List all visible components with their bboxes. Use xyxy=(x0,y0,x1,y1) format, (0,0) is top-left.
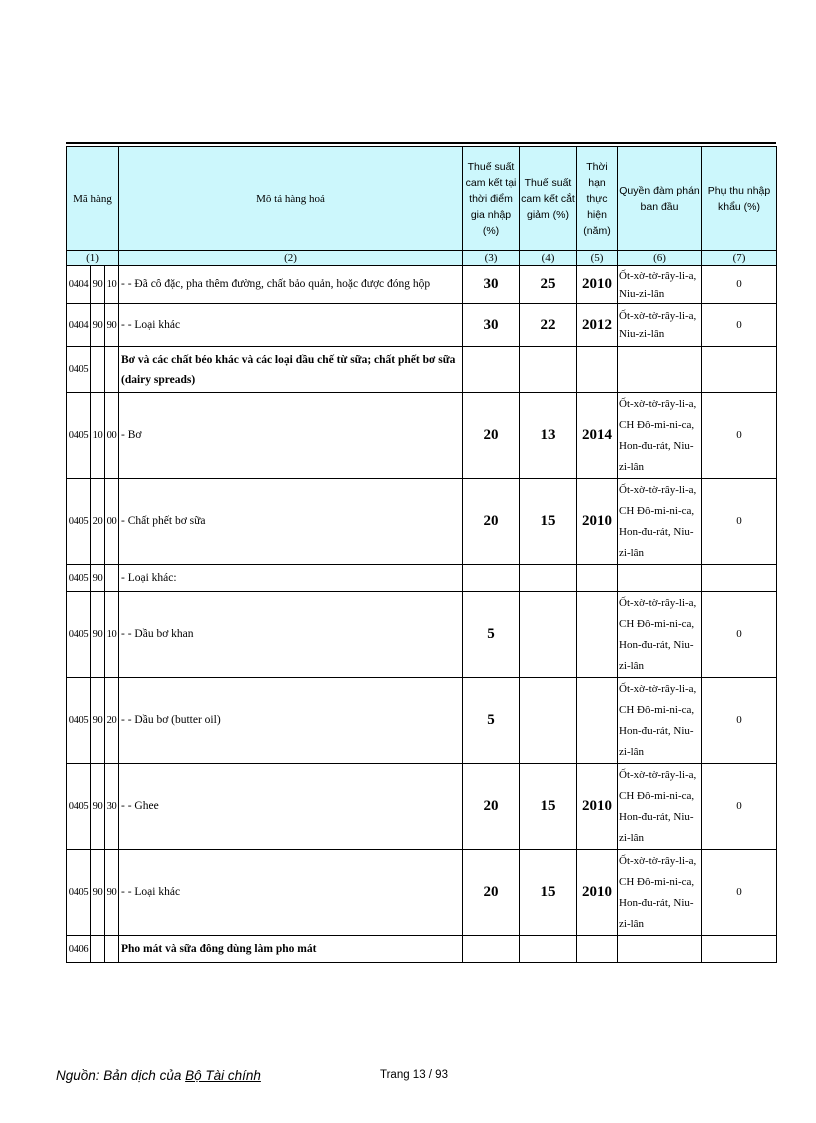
rights-cell: Ốt-xờ-tờ-rây-li-a, CH Đô-mi-ni-ca, Hon-đu-rát, Niu-zi-lân xyxy=(618,678,702,764)
code-suffix: 90 xyxy=(105,304,119,347)
rate-cell xyxy=(463,347,520,393)
code-heading: 0405 xyxy=(67,347,91,393)
rights-cell: Ốt-xờ-tờ-rây-li-a, CH Đô-mi-ni-ca, Hon-đu-rát, Niu-zi-lân xyxy=(618,592,702,678)
final-rate-cell: 15 xyxy=(520,764,577,850)
table-row xyxy=(67,678,777,764)
code-heading: 0405 xyxy=(67,592,91,678)
period-cell: 2012 xyxy=(577,304,618,347)
rate-cell: 20 xyxy=(463,850,520,936)
code-heading: 0405 xyxy=(67,678,91,764)
code-subheading: 90 xyxy=(91,565,105,592)
final-rate-cell xyxy=(520,592,577,678)
rate-cell: 30 xyxy=(463,266,520,304)
rate-cell xyxy=(463,936,520,963)
header-import-surcharge: Phụ thu nhập khẩu (%) xyxy=(702,147,777,251)
table-row xyxy=(67,764,777,850)
final-rate-cell xyxy=(520,936,577,963)
final-rate-cell: 25 xyxy=(520,266,577,304)
column-number: (5) xyxy=(577,251,618,266)
column-number: (7) xyxy=(702,251,777,266)
column-number-row xyxy=(67,251,777,266)
top-rule xyxy=(66,142,776,144)
code-subheading xyxy=(91,936,105,963)
column-number: (3) xyxy=(463,251,520,266)
period-cell: 2010 xyxy=(577,266,618,304)
code-subheading: 90 xyxy=(91,850,105,936)
surcharge-cell: 0 xyxy=(702,850,777,936)
code-subheading: 90 xyxy=(91,592,105,678)
page-number: Trang 13 / 93 xyxy=(380,1069,448,1081)
description-cell: - - Ghee xyxy=(119,764,463,850)
period-cell xyxy=(577,347,618,393)
code-heading: 0405 xyxy=(67,764,91,850)
description-cell: - - Loại khác xyxy=(119,850,463,936)
rate-cell: 30 xyxy=(463,304,520,347)
table-row xyxy=(67,936,777,963)
table-row xyxy=(67,304,777,347)
code-subheading: 90 xyxy=(91,304,105,347)
description-cell: - - Loại khác xyxy=(119,304,463,347)
code-subheading xyxy=(91,347,105,393)
table-row xyxy=(67,266,777,304)
surcharge-cell: 0 xyxy=(702,479,777,565)
rate-cell: 20 xyxy=(463,479,520,565)
header-row xyxy=(67,147,777,251)
table-row xyxy=(67,393,777,479)
final-rate-cell xyxy=(520,565,577,592)
rate-cell: 5 xyxy=(463,592,520,678)
surcharge-cell xyxy=(702,347,777,393)
rights-cell: Ốt-xờ-tờ-rây-li-a, Niu-zi-lân xyxy=(618,266,702,304)
code-heading: 0405 xyxy=(67,479,91,565)
source-note xyxy=(56,1068,261,1083)
surcharge-cell xyxy=(702,565,777,592)
code-suffix: 10 xyxy=(105,592,119,678)
code-suffix xyxy=(105,565,119,592)
code-heading: 0405 xyxy=(67,393,91,479)
table-row xyxy=(67,850,777,936)
header-negotiation-rights: Quyền đàm phán ban đầu xyxy=(618,147,702,251)
surcharge-cell: 0 xyxy=(702,678,777,764)
final-rate-cell: 13 xyxy=(520,393,577,479)
rate-cell xyxy=(463,565,520,592)
final-rate-cell xyxy=(520,347,577,393)
header-period: Thời hạn thực hiện (năm) xyxy=(577,147,618,251)
surcharge-cell: 0 xyxy=(702,393,777,479)
period-cell xyxy=(577,678,618,764)
rights-cell: Ốt-xờ-tờ-rây-li-a, CH Đô-mi-ni-ca, Hon-đu-rát, Niu-zi-lân xyxy=(618,479,702,565)
rights-cell xyxy=(618,347,702,393)
description-cell: Bơ và các chất béo khác và các loại dầu chế từ sữa; chất phết bơ sữa (dairy spreads) xyxy=(119,347,463,393)
code-subheading: 10 xyxy=(91,393,105,479)
description-cell: - Loại khác: xyxy=(119,565,463,592)
period-cell xyxy=(577,936,618,963)
header-code: Mã hàng xyxy=(67,147,119,251)
header-rate-at-accession: Thuế suất cam kết tại thời điểm gia nhập (%) xyxy=(463,147,520,251)
period-cell xyxy=(577,592,618,678)
description-cell: - - Dầu bơ (butter oil) xyxy=(119,678,463,764)
rights-cell: Ốt-xờ-tờ-rây-li-a, CH Đô-mi-ni-ca, Hon-đu-rát, Niu-zi-lân xyxy=(618,764,702,850)
tariff-table-frame xyxy=(66,146,776,968)
code-suffix: 10 xyxy=(105,266,119,304)
column-number: (4) xyxy=(520,251,577,266)
header-final-rate: Thuế suất cam kết cắt giảm (%) xyxy=(520,147,577,251)
tariff-table xyxy=(66,146,777,963)
surcharge-cell: 0 xyxy=(702,304,777,347)
final-rate-cell: 22 xyxy=(520,304,577,347)
code-heading: 0404 xyxy=(67,304,91,347)
code-subheading: 20 xyxy=(91,479,105,565)
rate-cell: 20 xyxy=(463,393,520,479)
table-row xyxy=(67,592,777,678)
table-row xyxy=(67,565,777,592)
final-rate-cell xyxy=(520,678,577,764)
code-suffix xyxy=(105,936,119,963)
surcharge-cell: 0 xyxy=(702,592,777,678)
code-suffix: 90 xyxy=(105,850,119,936)
rate-cell: 5 xyxy=(463,678,520,764)
rights-cell xyxy=(618,936,702,963)
period-cell: 2010 xyxy=(577,850,618,936)
code-suffix: 20 xyxy=(105,678,119,764)
table-row xyxy=(67,347,777,393)
code-suffix: 00 xyxy=(105,479,119,565)
final-rate-cell: 15 xyxy=(520,850,577,936)
column-number: (1) xyxy=(67,251,119,266)
source-prefix: Nguồn: Bản dịch của xyxy=(56,1068,182,1083)
description-cell: - - Dầu bơ khan xyxy=(119,592,463,678)
source-link[interactable]: Bộ Tài chính xyxy=(185,1068,261,1083)
surcharge-cell: 0 xyxy=(702,764,777,850)
code-heading: 0405 xyxy=(67,565,91,592)
column-number: (2) xyxy=(119,251,463,266)
rights-cell xyxy=(618,565,702,592)
code-suffix xyxy=(105,347,119,393)
description-cell: - Chất phết bơ sữa xyxy=(119,479,463,565)
surcharge-cell: 0 xyxy=(702,266,777,304)
final-rate-cell: 15 xyxy=(520,479,577,565)
header-description: Mô tả hàng hoá xyxy=(119,147,463,251)
description-cell: Pho mát và sữa đông dùng làm pho mát xyxy=(119,936,463,963)
code-heading: 0405 xyxy=(67,850,91,936)
code-suffix: 30 xyxy=(105,764,119,850)
code-heading: 0404 xyxy=(67,266,91,304)
description-cell: - Bơ xyxy=(119,393,463,479)
rights-cell: Ốt-xờ-tờ-rây-li-a, CH Đô-mi-ni-ca, Hon-đu-rát, Niu-zi-lân xyxy=(618,850,702,936)
code-subheading: 90 xyxy=(91,266,105,304)
column-number: (6) xyxy=(618,251,702,266)
rate-cell: 20 xyxy=(463,764,520,850)
period-cell: 2014 xyxy=(577,393,618,479)
description-cell: - - Đã cô đặc, pha thêm đường, chất bảo quản, hoặc được đóng hộp xyxy=(119,266,463,304)
code-suffix: 00 xyxy=(105,393,119,479)
period-cell: 2010 xyxy=(577,764,618,850)
period-cell: 2010 xyxy=(577,479,618,565)
code-heading: 0406 xyxy=(67,936,91,963)
period-cell xyxy=(577,565,618,592)
code-subheading: 90 xyxy=(91,678,105,764)
rights-cell: Ốt-xờ-tờ-rây-li-a, CH Đô-mi-ni-ca, Hon-đu-rát, Niu-zi-lân xyxy=(618,393,702,479)
table-row xyxy=(67,479,777,565)
surcharge-cell xyxy=(702,936,777,963)
code-subheading: 90 xyxy=(91,764,105,850)
rights-cell: Ốt-xờ-tờ-rây-li-a, Niu-zi-lân xyxy=(618,304,702,347)
